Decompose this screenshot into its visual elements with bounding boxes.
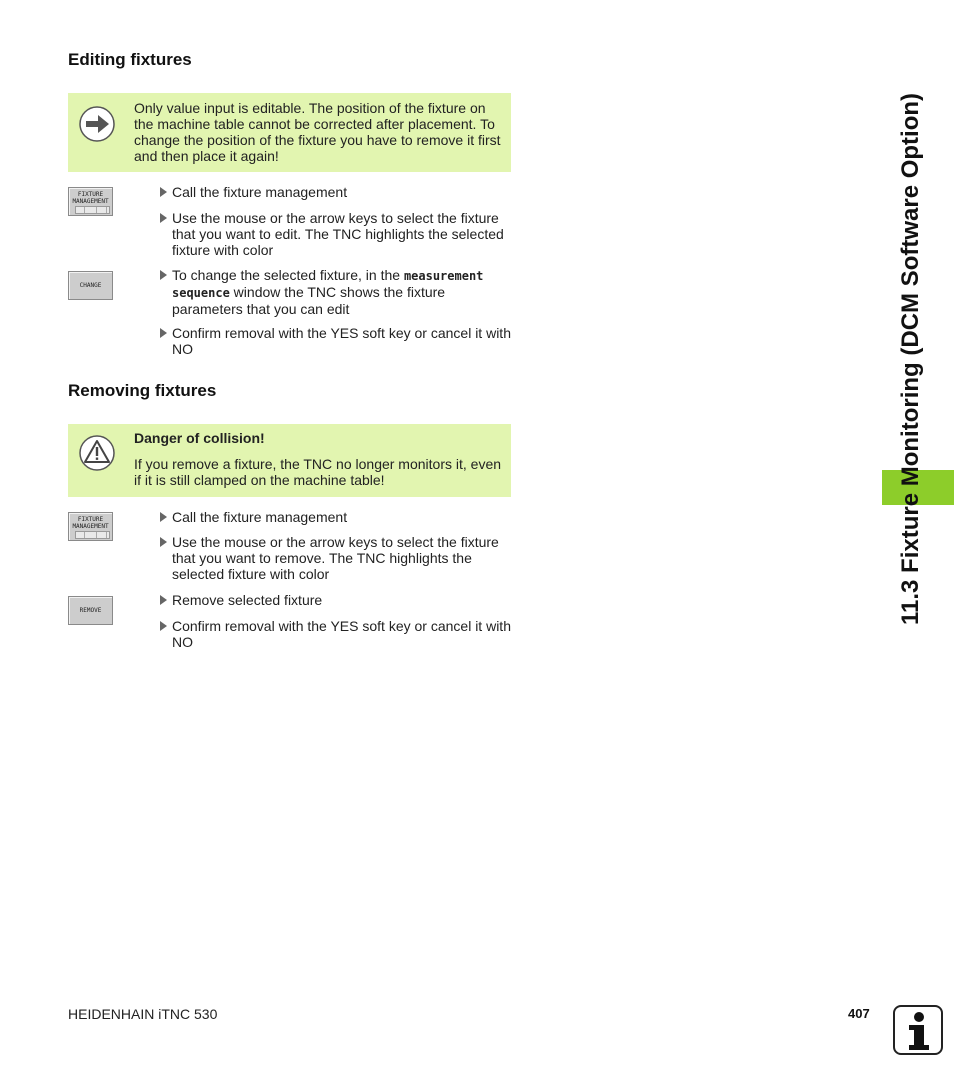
- removing-heading: Removing fixtures: [68, 381, 217, 400]
- footer-product: HEIDENHAIN iTNC 530: [68, 1006, 218, 1022]
- step-item: Use the mouse or the arrow keys to select the fixture that you want to remove. The TNC highlights the selected fixture with color: [158, 534, 514, 582]
- fixture-management-softkey[interactable]: FIXTURE MANAGEMENT: [68, 187, 113, 216]
- warning-triangle-icon: [78, 434, 116, 472]
- bullet-arrow-icon: [160, 595, 167, 605]
- bullet-arrow-icon: [160, 621, 167, 631]
- step-item: Call the fixture management: [158, 509, 514, 525]
- warning-box: [68, 424, 511, 497]
- bullet-arrow-icon: [160, 537, 167, 547]
- arrow-right-icon: [78, 105, 116, 143]
- info-icon: [893, 1005, 943, 1055]
- step-item: Use the mouse or the arrow keys to select the fixture that you want to edit. The TNC highlights the selected fixture with color: [158, 210, 514, 258]
- step-item: Confirm removal with the YES soft key or cancel it with NO: [158, 325, 514, 357]
- change-softkey[interactable]: CHANGE: [68, 271, 113, 300]
- softkey-graphic: [75, 531, 110, 539]
- step-item: To change the selected fixture, in the measurement sequence window the TNC shows the fixture parameters that you can edit: [158, 267, 514, 317]
- page-number: 407: [848, 1006, 870, 1021]
- bullet-arrow-icon: [160, 270, 167, 280]
- bullet-arrow-icon: [160, 512, 167, 522]
- section-side-title: 11.3 Fixture Monitoring (DCM Software Option): [897, 92, 924, 625]
- editing-heading: Editing fixtures: [68, 50, 192, 69]
- fixture-management-softkey[interactable]: FIXTURE MANAGEMENT: [68, 512, 113, 541]
- warning-text: If you remove a fixture, the TNC no longer monitors it, even if it is still clamped on the machine table!: [134, 456, 502, 488]
- editing-note-box: [68, 93, 511, 172]
- bullet-arrow-icon: [160, 213, 167, 223]
- step-item: Remove selected fixture: [158, 592, 514, 608]
- bullet-arrow-icon: [160, 187, 167, 197]
- warning-title: Danger of collision!: [134, 430, 265, 446]
- code-term: measurement sequence: [172, 269, 484, 300]
- editing-note-text: Only value input is editable. The position of the fixture on the machine table cannot be corrected after placement. To change the position of the fixture you have to remove it first and then place it again!: [134, 100, 501, 164]
- softkey-graphic: [75, 206, 110, 214]
- bullet-arrow-icon: [160, 328, 167, 338]
- step-item: Confirm removal with the YES soft key or cancel it with NO: [158, 618, 514, 650]
- step-item: Call the fixture management: [158, 184, 514, 200]
- remove-softkey[interactable]: REMOVE: [68, 596, 113, 625]
